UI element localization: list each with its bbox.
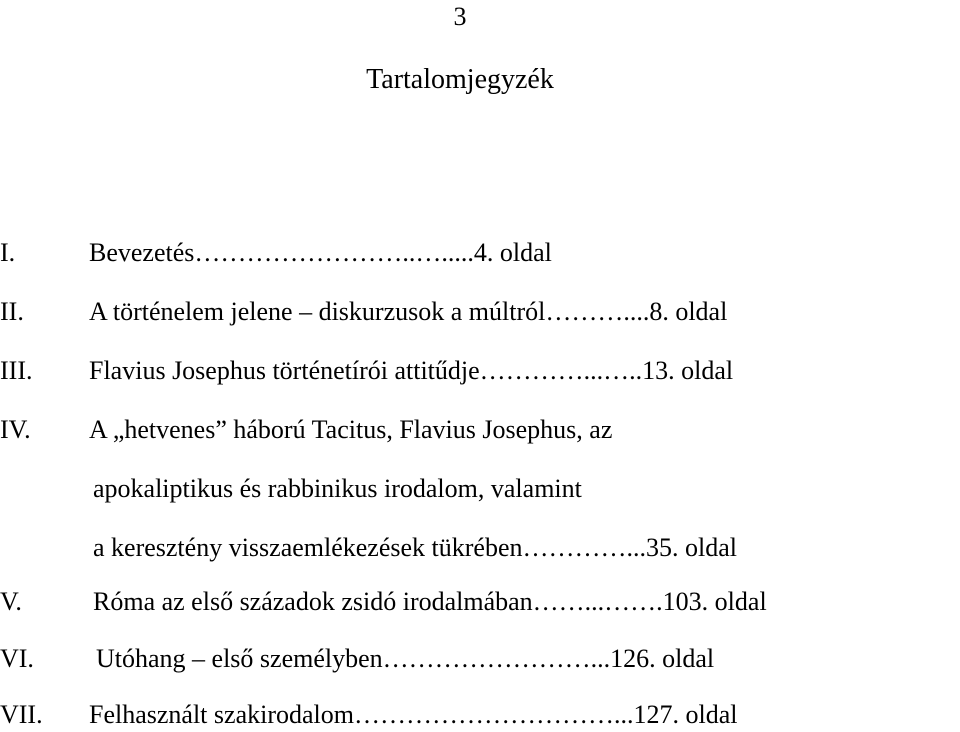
toc-entry-7 — [0, 698, 960, 732]
toc-entry-3 — [0, 354, 960, 388]
toc-entry-4-continuation — [0, 472, 960, 506]
toc-entry-text: A „hetvenes” háború Tacitus, Flavius Josephus, az — [89, 415, 613, 444]
toc-entry-text: Róma az első századok zsidó irodalmában……...…….103. oldal — [93, 587, 767, 616]
toc-entry-5 — [0, 585, 960, 619]
toc-entry-text: Bevezetés……………………..….....4. oldal — [89, 238, 552, 267]
page-title: Tartalomjegyzék — [366, 64, 554, 95]
toc-entry-text: A történelem jelene – diskurzusok a múltról………....8. oldal — [89, 297, 728, 326]
toc-numeral: III. — [0, 356, 33, 385]
toc-numeral: I. — [0, 238, 16, 267]
toc-numeral: VI. — [0, 644, 34, 673]
toc-entry-4 — [0, 413, 960, 447]
page-number: 3 — [453, 2, 467, 31]
toc-numeral: VII. — [0, 700, 43, 729]
toc-numeral: V. — [0, 587, 22, 616]
toc-entry-text: Flavius Josephus történetírói attitűdje…………...…..13. oldal — [89, 356, 734, 385]
toc-entry-6 — [0, 642, 960, 676]
toc-entry-4-continuation — [0, 531, 960, 565]
toc-entry-text: Felhasznált szakirodalom…………………………...127. oldal — [89, 700, 738, 729]
toc-numeral: II. — [0, 297, 24, 326]
toc-entry-text: Utóhang – első személyben……………………...126. oldal — [96, 644, 715, 673]
toc-entry-text: a keresztény visszaemlékezések tükrében…………...35. oldal — [93, 533, 737, 562]
toc-numeral: IV. — [0, 415, 31, 444]
toc-entry-text: apokaliptikus és rabbinikus irodalom, valamint — [93, 474, 582, 503]
toc-entry-2 — [0, 295, 960, 329]
toc-entry-1 — [0, 236, 960, 270]
